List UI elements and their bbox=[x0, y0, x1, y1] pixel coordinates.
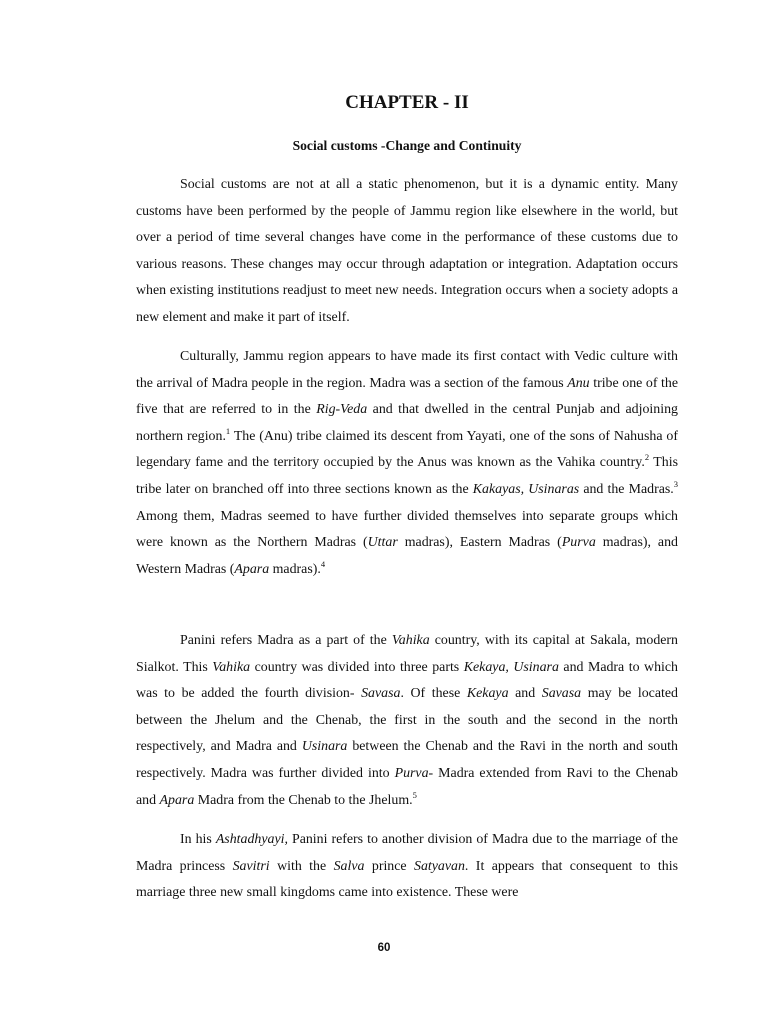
footnote-ref: 3 bbox=[673, 478, 678, 489]
text-run: with the bbox=[269, 858, 334, 874]
paragraph bbox=[136, 628, 678, 814]
paragraph bbox=[136, 827, 678, 907]
footnote-ref: 1 bbox=[225, 425, 231, 436]
text-run: country, with its capital at Sakala, modern Sialkot. This bbox=[136, 633, 678, 675]
footnote-ref: 5 bbox=[412, 789, 417, 800]
text-run: madras). bbox=[269, 561, 321, 577]
text-run: Madra from the Chenab to the Jhelum. bbox=[194, 792, 413, 808]
text-run: country was divided into three parts bbox=[250, 659, 464, 675]
text-run: . It appears that consequent to this marriage three new small kingdoms came into existence. These were bbox=[136, 858, 678, 901]
section-title: Social customs -Change and Continuity bbox=[292, 138, 522, 153]
footnote-ref: 4 bbox=[320, 558, 326, 569]
text-run: and bbox=[508, 686, 542, 702]
text-run: Culturally, Jammu region appears to have made its first contact with Vedic culture with the arrival of Madra people in the region. Madra was a section of the famous bbox=[136, 349, 678, 391]
italic-text: Salva bbox=[333, 858, 365, 874]
italic-text: Kakayas, Usinaras bbox=[472, 481, 580, 497]
italic-text: Anu bbox=[567, 375, 590, 391]
text-run: . Of these bbox=[400, 686, 467, 702]
text-run: Among them, Madras seemed to have further divided themselves into separate groups which were known as the Northern Madras ( bbox=[136, 508, 678, 551]
text-run: prince bbox=[364, 858, 414, 874]
italic-text: Rig-Veda bbox=[316, 402, 368, 418]
text-run: In his bbox=[180, 832, 216, 847]
italic-text: Purva bbox=[561, 535, 596, 551]
text-run: between the Chenab and the Ravi in the north and south respectively. Madra was further divided into bbox=[136, 739, 678, 781]
text-run: and that dwelled in the central Punjab and adjoining northern region. bbox=[136, 402, 678, 444]
italic-text: Uttar bbox=[367, 535, 398, 551]
text-run: madras), Eastern Madras ( bbox=[397, 535, 562, 551]
page-number: 60 bbox=[377, 942, 391, 954]
text-run: and the Madras. bbox=[579, 481, 674, 497]
text-run: may be located between the Jhelum and the Chenab, the first in the south and the second in the north respectively, and Madra and bbox=[136, 686, 678, 755]
italic-text: Savitri bbox=[232, 858, 270, 874]
paragraph bbox=[136, 172, 678, 332]
paragraph bbox=[136, 344, 678, 583]
italic-text: Usinara bbox=[301, 739, 348, 755]
chapter-title: CHAPTER - II bbox=[345, 92, 469, 113]
footnote-ref: 2 bbox=[644, 452, 650, 463]
italic-text: Savasa bbox=[361, 686, 401, 702]
italic-text: Purva bbox=[394, 765, 429, 781]
italic-text: Apara bbox=[159, 792, 195, 808]
text-run: madras), and Western Madras ( bbox=[136, 535, 678, 577]
italic-text: Kekaya, Usinara bbox=[463, 659, 559, 675]
text-run: The (Anu) tribe claimed its descent from Yayati, one of the sons of Nahusha of legendary fame and the territory occupied by the Anus was known as the Vahika country. bbox=[136, 428, 678, 471]
italic-text: Apara bbox=[234, 561, 270, 577]
italic-text: Satyavan bbox=[414, 858, 465, 874]
text-run: Panini refers to another division of Madra due to the marriage of the Madra princess bbox=[136, 832, 678, 874]
italic-text: Vahika bbox=[391, 633, 430, 648]
italic-text: Savasa bbox=[541, 686, 582, 702]
text-run: tribe one of the five that are referred to in the bbox=[136, 375, 678, 418]
italic-text: Ashtadhyayi, bbox=[215, 832, 288, 847]
italic-text: Vahika bbox=[212, 659, 251, 675]
text-run: Panini refers Madra as a part of the bbox=[180, 633, 392, 648]
text-run: Social customs are not at all a static phenomenon, but it is a dynamic entity. Many customs have been performed by the people of Jammu region like elsewhere in the world, but over a period of time several changes have come in the performance of these customs due to various reasons. These changes may occur through adaptation or integration. Adaptation occurs when existing institutions readjust to meet new needs. Integration occurs when a society adopts a new element and make it part of itself. bbox=[136, 177, 678, 325]
text-run: and Madra to which was to be added the fourth division- bbox=[136, 659, 678, 702]
italic-text: Kekaya bbox=[466, 686, 509, 702]
text-run: - Madra extended from Ravi to the Chenab and bbox=[136, 765, 678, 808]
text-run: This tribe later on branched off into three sections known as the bbox=[136, 455, 679, 497]
